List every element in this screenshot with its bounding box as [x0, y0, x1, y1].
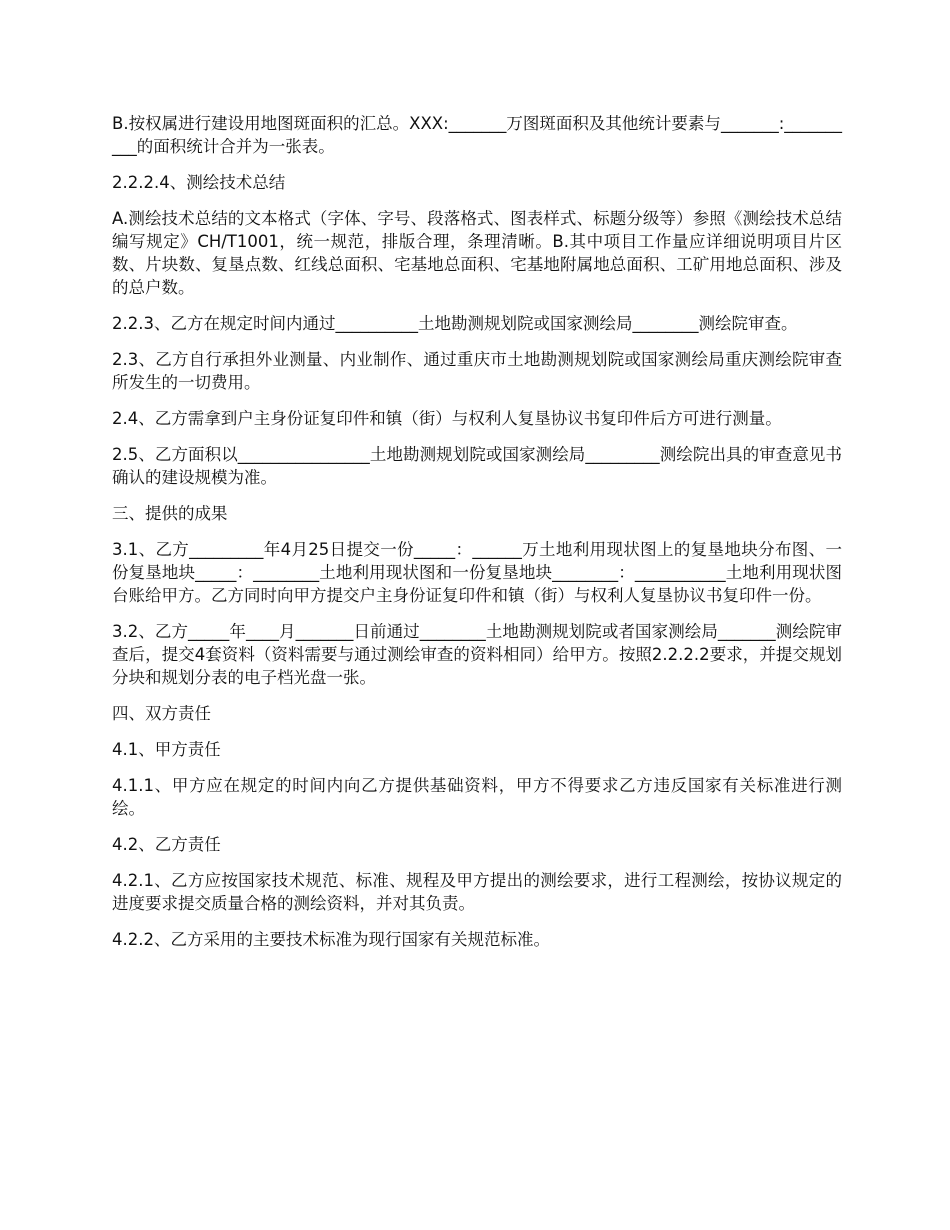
paragraph-2-2-3: 2.2.3、乙方在规定时间内通过__________土地勘测规划院或国家测绘局________测绘院审查。 [112, 314, 798, 333]
paragraph-3-1: 3.1、乙方_________年4月25日提交一份_____：______万土地利用现状图上的复垦地块分布图、一份复垦地块_____：________土地利用现状图和一份复垦地块________：___________土地利用现状图台账给甲方。乙方同时向甲方提交户主身份证复印件和镇（街）与权利人复垦协议书复印件一份。 [112, 540, 842, 605]
paragraph-area-summary: B.按权属进行建设用地图斑面积的汇总。XXX:_______万图斑面积及其他统计要素与_______:__________的面积统计合并为一张表。 [112, 114, 842, 156]
paragraph-2-5: 2.5、乙方面积以________________土地勘测规划院或国家测绘局_________测绘院出具的审查意见书确认的建设规模为准。 [112, 445, 842, 487]
paragraph-technical-summary: A.测绘技术总结的文本格式（字体、字号、段落格式、图表样式、标题分级等）参照《测绘技术总结编写规定》CH/T1001，统一规范，排版合理，条理清晰。B.其中项目工作量应详细说明项目片区数、片块数、复垦点数、红线总面积、宅基地总面积、宅基地附属地总面积、工矿用地总面积、涉及的总户数。 [112, 209, 842, 297]
heading-4-1: 4.1、甲方责任 [112, 740, 221, 759]
paragraph-4-2-2: 4.2.2、乙方采用的主要技术标准为现行国家有关规范标准。 [112, 930, 550, 949]
paragraph-4-2-1: 4.2.1、乙方应按国家技术规范、标准、规程及甲方提出的测绘要求，进行工程测绘，按协议规定的进度要求提交质量合格的测绘资料，并对其负责。 [112, 871, 842, 913]
paragraph-4-1-1: 4.1.1、甲方应在规定的时间内向乙方提供基础资料，甲方不得要求乙方违反国家有关标准进行测绘。 [112, 776, 842, 818]
heading-section-3: 三、提供的成果 [112, 504, 228, 523]
heading-section-4: 四、双方责任 [112, 704, 211, 723]
paragraph-2-4: 2.4、乙方需拿到户主身份证复印件和镇（街）与权利人复垦协议书复印件后方可进行测量。 [112, 409, 782, 428]
heading-4-2: 4.2、乙方责任 [112, 835, 221, 854]
paragraph-3-2: 3.2、乙方_____年____月_______日前通过________土地勘测规划院或者国家测绘局_______测绘院审查后，提交4套资料（资料需要与通过测绘审查的资料相同）给甲方。按照2.2.2.2要求，并提交规划分块和规划分表的电子档光盘一张。 [112, 622, 842, 687]
document-page [112, 112, 842, 964]
paragraph-2-3: 2.3、乙方自行承担外业测量、内业制作、通过重庆市土地勘测规划院或国家测绘局重庆测绘院审查所发生的一切费用。 [112, 350, 842, 392]
heading-2-2-2-4: 2.2.2.4、测绘技术总结 [112, 173, 286, 192]
